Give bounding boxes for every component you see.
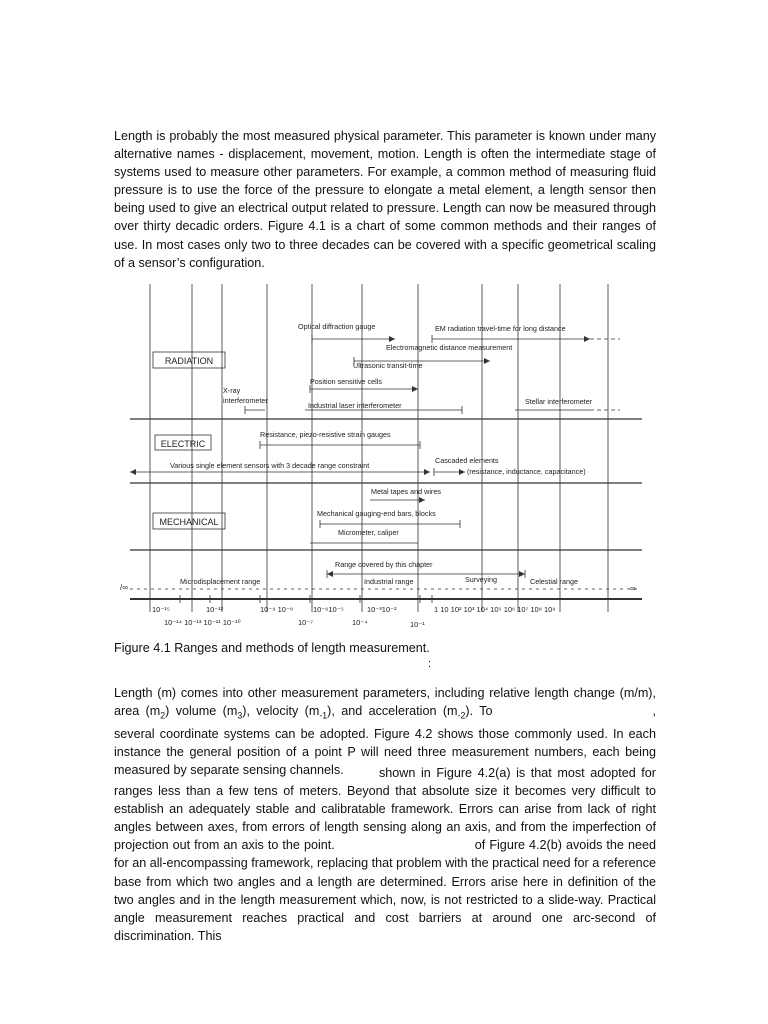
label-em-radiation: EM radiation travel-time for long distance [435,324,566,333]
label-optical-diffraction: Optical diffraction gauge [298,322,376,331]
label-cascaded: Cascaded elements [435,456,499,465]
category-radiation: RADIATION [164,356,214,366]
tick-label: 10⁻¹⁵ [152,605,170,614]
tick-label: 1 10 10² 10³ 10⁴ 10⁵ 10⁶ 10⁷ 10⁸ 10⁹ [434,605,556,614]
label-range-surveying: Surveying [465,575,497,584]
label-resistance: Resistance, piezo-resistive strain gauges [260,430,391,439]
intro-paragraph: Length is probably the most measured physical parameter. This parameter is known under many alternative names - displacement, movement, motion. Length is often the intermediate stage of systems used to measure other parameters. For example, a common method of measuring fluid pressure is to use the force of the pressure to elongate a metal element, a length sensor then being used to give an electrical output related to pressure. Length can now be measured through over thirty decadic orders. Figure 4.1 is a chart of some common methods and their ranges of use. In most cases only two to three decades can be covered with a specific geometrical scaling of a sensor’s configuration. [114,129,656,270]
units-paragraph: Length (m) comes into other measurement parameters, including relative length change (m/m), area $(m_2)$ volume $(m_3)$, velocity $(m_{-1})$, and acceleration $(m_{-2})$. To , several coordinate systems can be adopted. Figure 4.2 shows those commonly used. In each instance the general position of a point P will need three measurement numbers, each being measured by separate sensing channels. [114,686,656,777]
figure-length-ranges [120,282,650,632]
label-position-cells: Position sensitive cells [310,377,382,386]
label-cascaded-detail: (resistance, inductance, capacitance) [467,467,586,476]
tick-label: 10⁻¹ [410,620,425,629]
label-mech-gauging: Mechanical gauging-end bars, blocks [317,509,436,518]
label-range-micro: Microdisplacement range [180,577,261,586]
label-ultrasonic: Ultrasonic transit-time [353,361,423,370]
tick-label: 10⁻⁴ [352,618,368,627]
axis-left-label: /∞ [120,583,128,592]
tick-label: 10⁻⁶10⁻⁵ [313,605,344,614]
tick-label: 10⁻⁷ [298,618,314,627]
stray-colon: : [428,658,432,670]
label-xray-2: interferometer [223,396,268,405]
label-metal-tapes: Metal tapes and wires [371,487,441,496]
category-electric: ELECTRIC [160,439,206,449]
category-mechanical: MECHANICAL [159,517,219,527]
label-range-industrial: Industrial range [364,577,414,586]
tick-label: 10⁻¹² [206,605,224,614]
label-xray-1: X-ray [223,386,241,395]
label-micrometer: Micrometer, caliper [338,528,399,537]
tick-label: 10⁻³10⁻² [367,605,397,614]
label-em-distance: Electromagnetic distance measurement [386,343,513,352]
label-range-celestial: Celestial range [530,577,578,586]
label-industrial-laser: Industrial laser interferometer [308,401,402,410]
label-range-chapter: Range covered by this chapter [335,560,433,569]
label-stellar: Stellar interferometer [525,397,593,406]
tick-label: 10⁻¹⁴ 10⁻¹³ 10⁻¹¹ 10⁻¹⁰ [164,618,241,627]
label-various-single: Various single element sensors with 3 decade range constraint [170,461,370,470]
coordinate-paragraph: shown in Figure 4.2(a) is that most adopted for ranges less than a few tens of meters. Beyond that absolute size it becomes very difficult to establish an adequately stable and calibratable framework. Errors can arise from lack of right angles between axes, from errors of length sensing along an axis, and from the imperfection of projection out from an axis to the point. of Figure 4.2(b) avoids the need for an all-encompassing framework, replacing that problem with the practical need for a reference base from which two angles and a length are determined. Errors arise here in definition of the two angles and in the length measurement which, now, is not restricted to a slide-way. Practical angle measurement reaches practical and cost barriers at around one arc-second of discrimination. This [114,766,656,943]
axis-right-label: ∞ [630,584,636,593]
figure-caption: Figure 4.1 Ranges and methods of length measurement. [114,641,430,655]
tick-label: 10⁻⁹ 10⁻⁸ [260,605,294,614]
